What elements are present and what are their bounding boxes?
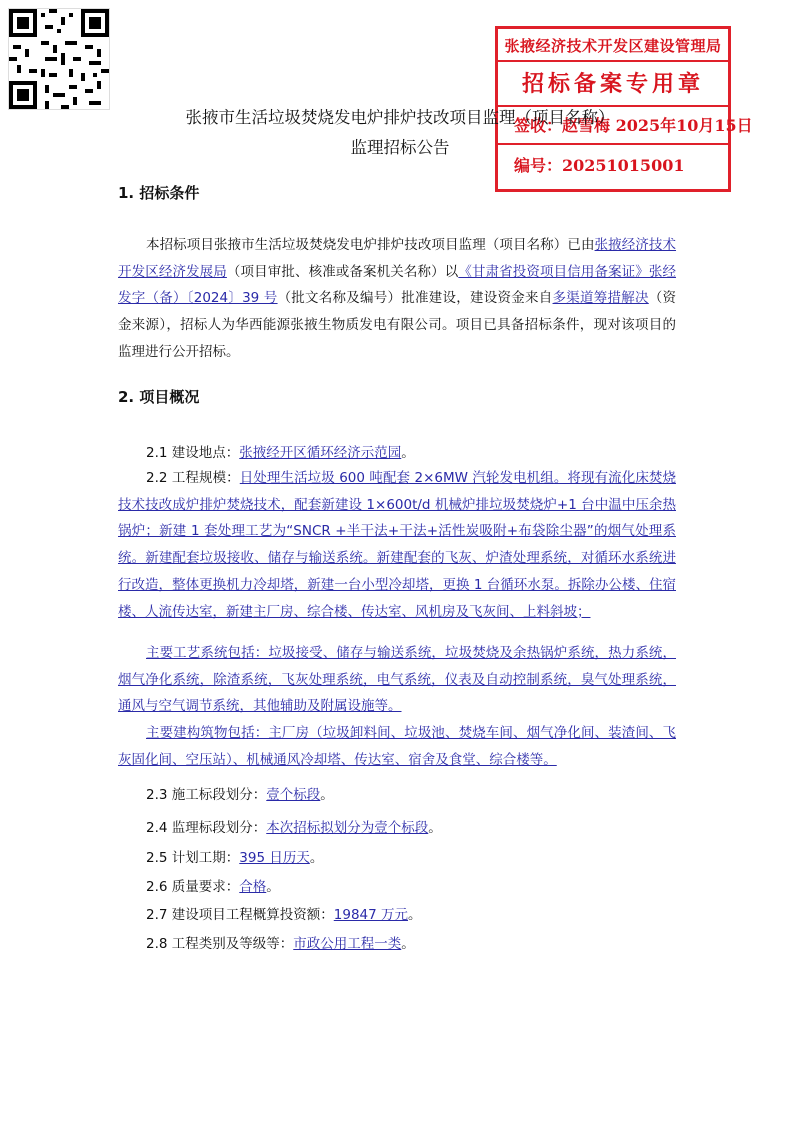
systems-value: 主要工艺系统包括：垃圾接受、储存与输送系统，垃圾焚烧及余热锅炉系统，热力系统，烟气净化系统，除渣系统，飞灰处理系统，电气系统，仪表及自动控制系统，臭气处理系统，通风与空气调节系统，其他辅助及附属设施等。: [118, 645, 676, 715]
item-location: 2.1 建设地点：张掖经开区循环经济示范园。: [146, 445, 415, 461]
buildings-value: 主要建构筑物包括：主厂房（垃圾卸料间、垃圾池、焚烧车间、烟气净化间、装渣间、飞灰固化间、空压站）、机械通风冷却塔、传达室、宿舍及食堂、综合楼等。: [118, 725, 676, 768]
location-value: 张掖经开区循环经济示范园: [239, 445, 402, 461]
qr-code-icon: [8, 8, 110, 110]
approver: 张掖经济技术开发区经济发展局: [118, 237, 677, 280]
item-scale: 2.2 工程规模：日处理生活垃圾 600 吨配套 2×6MW 汽轮发电机组。将现有流化床焚烧技术技改成炉排炉焚烧技术，配套新建设 1×600t/d 机械炉排垃圾焚烧炉+1 台中温中压余热锅炉；新建 1 套处理工艺为“SNCR +半干法+干法+活性炭吸附+布袋除尘器”的烟气处理系统。新建配套垃圾接收、储存与输送系统。新建配套的飞灰、炉渣处理系统，对循环水系统进行改造，整体更换机力冷却塔，新建一台小型冷却塔，更换 1 台循环水泵。拆除办公楼、住宿楼、人流传达室，新建主厂房、综合楼、传达室、风机房及飞灰间、上料斜坡；: [118, 470, 676, 620]
item-quality: 2.6 质量要求：合格。: [146, 879, 280, 895]
item-construction-sections: 2.3 施工标段划分：壹个标段。: [146, 787, 334, 803]
item-buildings: [118, 720, 676, 773]
item-investment: 2.7 建设项目工程概算投资额：19847 万元。: [146, 907, 422, 923]
conditions-paragraph: 本招标项目张掖市生活垃圾焚烧发电炉排炉技改项目监理（项目名称）已由张掖经济技术开发区经济发展局（项目审批、核准或备案机关名称）以《甘肃省投资项目信用备案证》张经发字（备）〔2024〕39 号（批文名称及编号）批准建设，建设资金来自多渠道筹措解决（资金来源），招标人为华西能源张掖生物质发电有限公司。项目已具备招标条件，现对该项目的监理进行公开招标。: [118, 237, 677, 360]
section-heading-overview: 2. 项目概况: [118, 388, 200, 406]
stamp-org: 张掖经济技术开发区建设管理局: [504, 37, 722, 55]
approval-document: 《甘肃省投资项目信用备案证》张经发字（备）〔2024〕39 号: [118, 263, 677, 307]
item-supervision-sections: 2.4 监理标段划分：本次招标拟划分为壹个标段。: [146, 820, 442, 836]
stamp-number: 编号：20251015001: [514, 156, 685, 175]
scale-value: 日处理生活垃圾 600 吨配套 2×6MW 汽轮发电机组。将现有流化床焚烧技术技改成炉排炉焚烧技术，配套新建设 1×600t/d 机械炉排垃圾焚烧炉+1 台中温中压余热锅炉；新建 1 套处理工艺为“SNCR +半干法+干法+活性炭吸附+布袋除尘器”的烟气处理系统。新建配套垃圾接收、储存与输送系统。新建配套的飞灰、炉渣处理系统，对循环水系统进行改造，整体更换机力冷却塔，新建一台小型冷却塔，更换 1 台循环水泵。拆除办公楼、住宿楼、人流传达室，新建主厂房、综合楼、传达室、风机房及飞灰间、上料斜坡；: [118, 470, 676, 620]
document-title: 张掖市生活垃圾焚烧发电炉排炉技改项目监理（项目名称）: [185, 108, 615, 127]
stamp-signed: 签收：赵雪梅 2025年10月15日: [514, 116, 753, 135]
item-category: 2.8 工程类别及等级等：市政公用工程一类。: [146, 936, 415, 952]
item-period: 2.5 计划工期：395 日历天。: [146, 850, 324, 866]
stamp-title: 招标备案专用章: [521, 71, 704, 97]
fund-source: 多渠道筹措解决: [552, 290, 649, 307]
item-systems: [118, 640, 676, 720]
document-subtitle: 监理招标公告: [350, 138, 450, 157]
section-heading-conditions: 1. 招标条件: [118, 184, 200, 202]
